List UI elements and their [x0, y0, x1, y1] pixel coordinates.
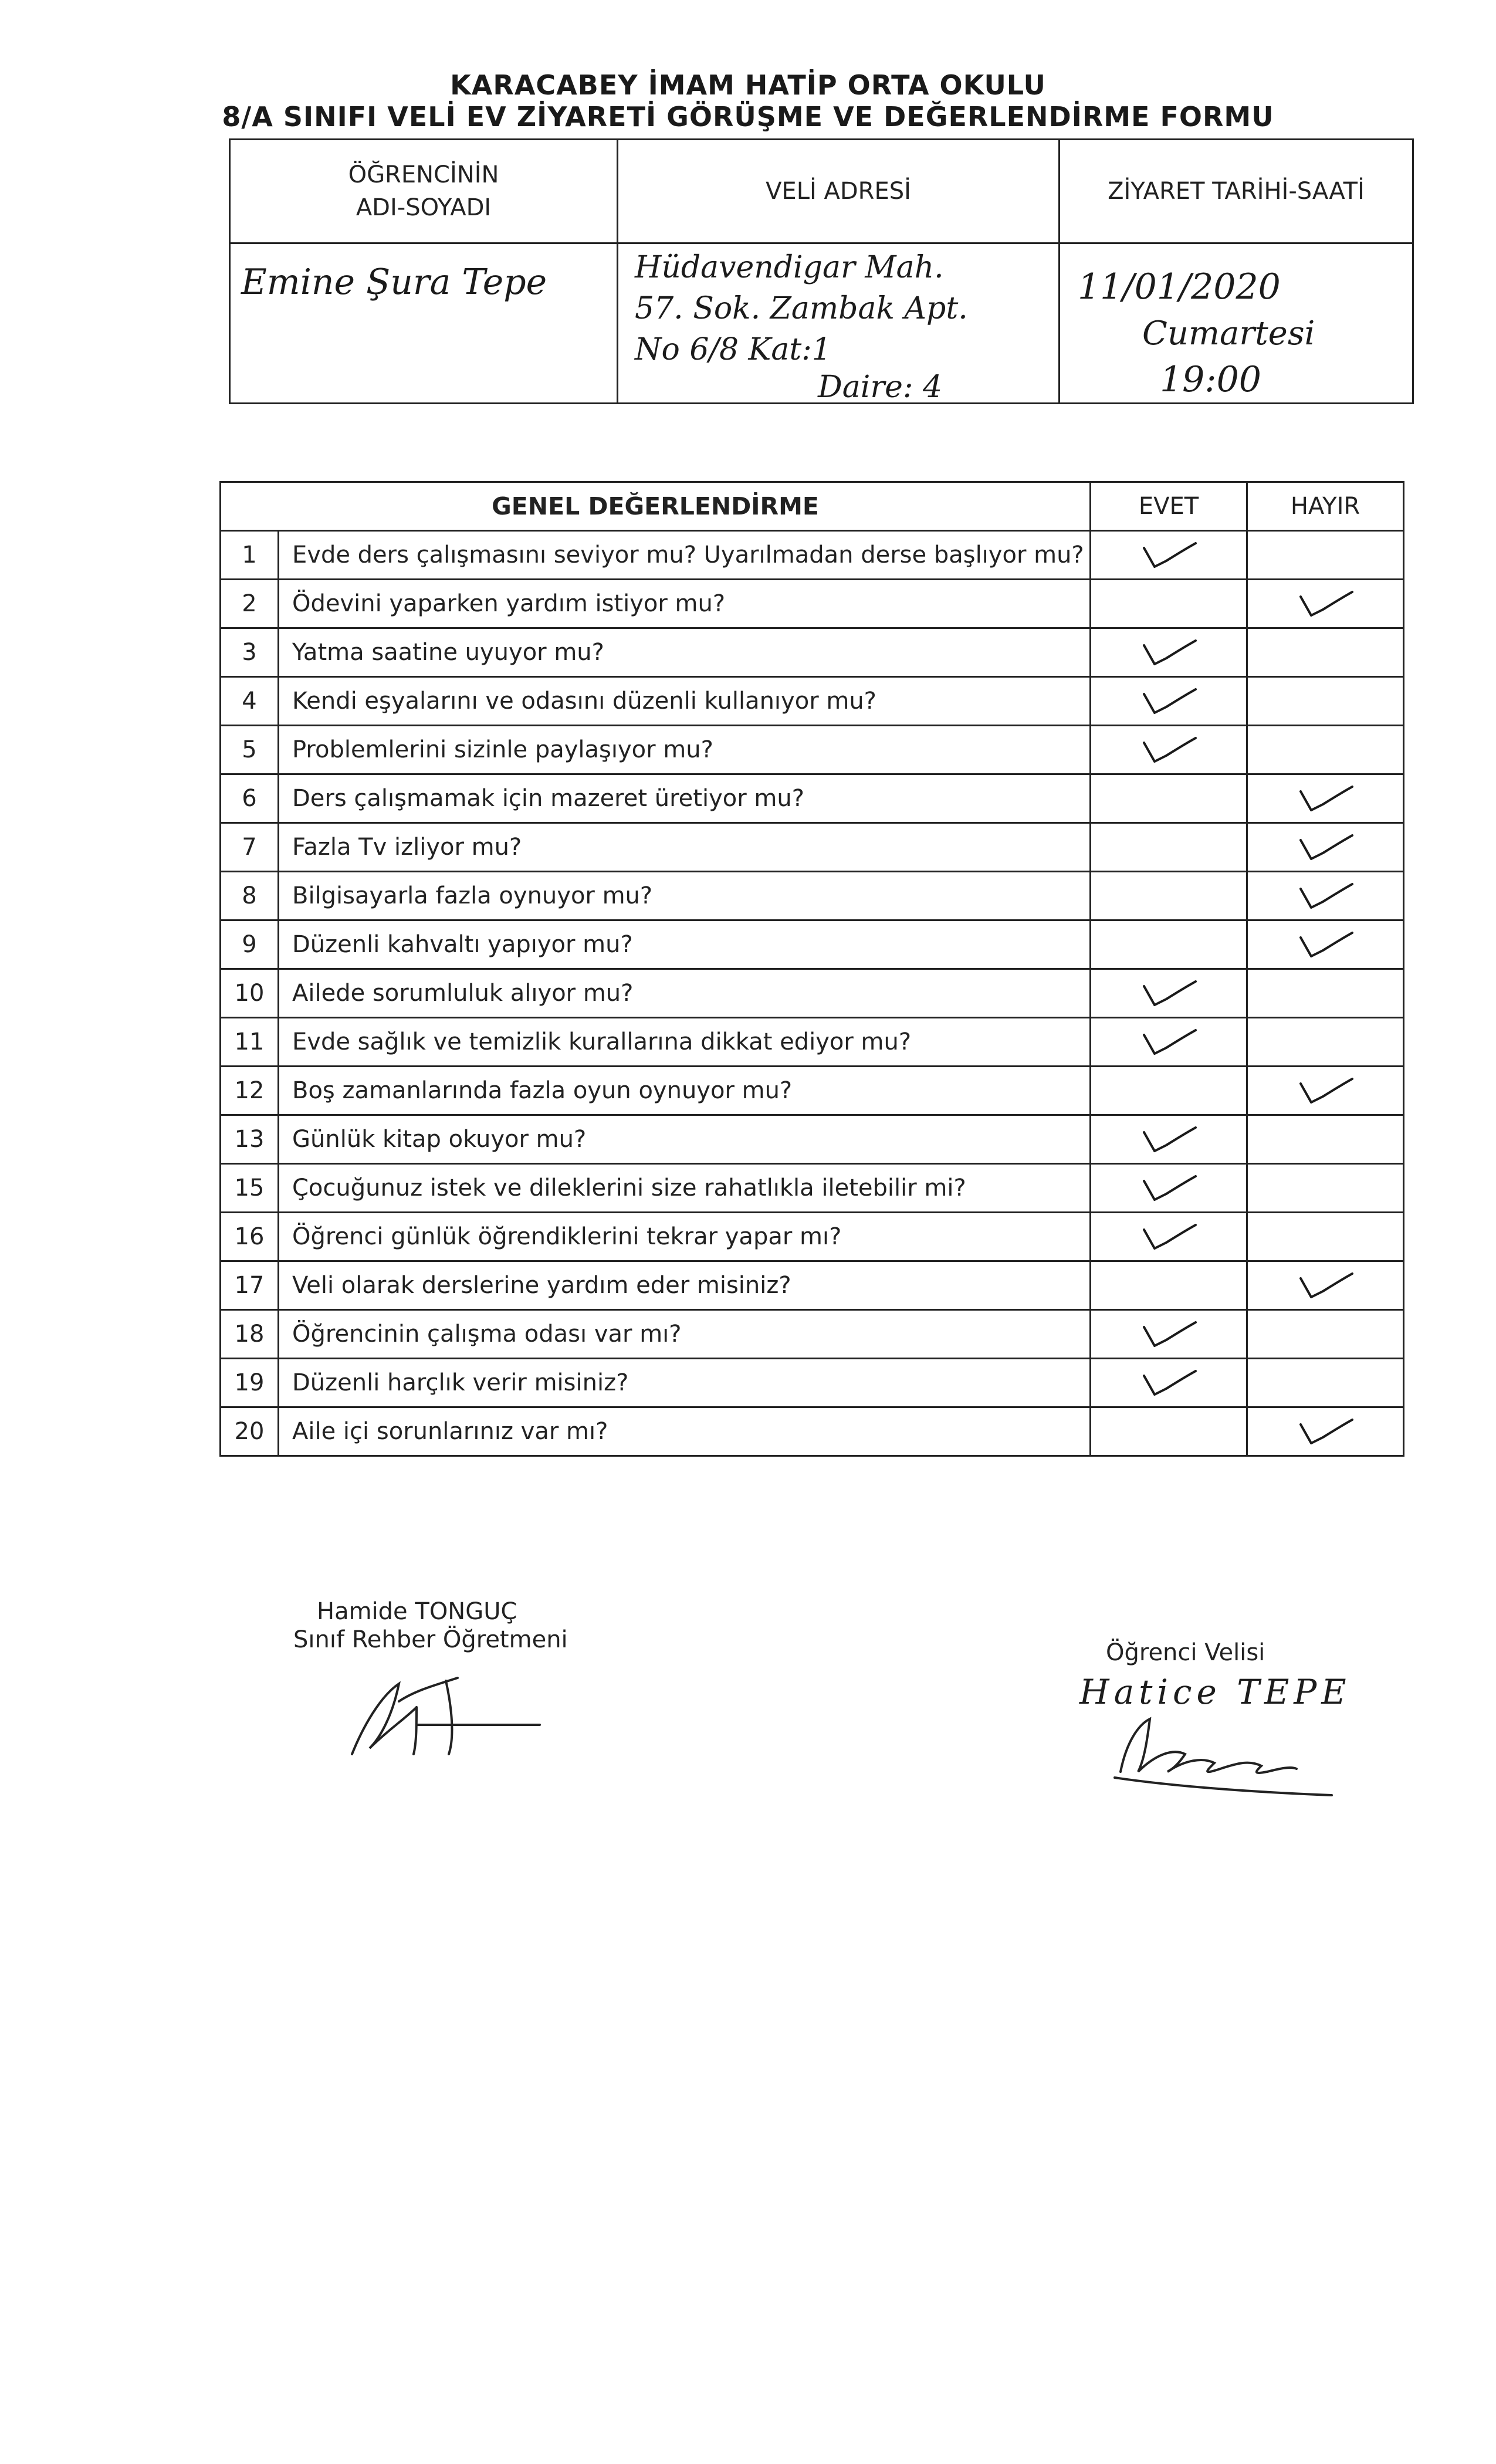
no-cell — [1247, 1359, 1404, 1407]
no-cell — [1247, 1310, 1404, 1359]
check-mark-icon — [1140, 682, 1198, 720]
visit-datetime-cell — [1060, 243, 1413, 404]
form-title: 8/A SINIFI VELİ EV ZİYARETİ GÖRÜŞME VE DEĞERLENDİRME FORMU — [222, 101, 1274, 133]
question-text: Veli olarak derslerine yardım eder misiniz? — [279, 1261, 1091, 1310]
check-mark-icon — [1297, 585, 1355, 622]
table-row — [221, 726, 1404, 774]
table-row — [221, 920, 1404, 969]
no-cell — [1247, 1407, 1404, 1456]
blank-area — [0, 2047, 1496, 2464]
visit-time: 19:00 — [1160, 359, 1261, 400]
question-text: Düzenli kahvaltı yapıyor mu? — [279, 920, 1091, 969]
question-number: 13 — [221, 1115, 279, 1164]
check-mark-icon — [1140, 1121, 1198, 1158]
table-row — [221, 1018, 1404, 1067]
check-mark-icon — [1140, 1364, 1198, 1402]
question-number: 10 — [221, 969, 279, 1018]
table-row — [221, 580, 1404, 628]
no-cell — [1247, 531, 1404, 580]
no-cell — [1247, 1213, 1404, 1261]
yes-cell — [1091, 1407, 1247, 1456]
address-cell — [618, 243, 1060, 404]
visit-day: Cumartesi — [1142, 314, 1315, 353]
check-mark-icon — [1297, 926, 1355, 963]
yes-cell — [1091, 1164, 1247, 1213]
question-text: Öğrencinin çalışma odası var mı? — [279, 1310, 1091, 1359]
yes-cell — [1091, 1261, 1247, 1310]
yes-cell — [1091, 726, 1247, 774]
question-number: 20 — [221, 1407, 279, 1456]
question-number: 2 — [221, 580, 279, 628]
question-text: Düzenli harçlık verir misiniz? — [279, 1359, 1091, 1407]
question-number: 17 — [221, 1261, 279, 1310]
yes-cell — [1091, 774, 1247, 823]
student-name-header — [230, 140, 618, 243]
no-cell — [1247, 969, 1404, 1018]
check-mark-icon — [1297, 780, 1355, 817]
evaluation-table — [219, 481, 1404, 1457]
question-number: 18 — [221, 1310, 279, 1359]
question-text: Çocuğunuz istek ve dileklerini size rahatlıkla iletebilir mi? — [279, 1164, 1091, 1213]
address-line: Hüdavendigar Mah. — [635, 250, 944, 285]
question-text: Problemlerini sizinle paylaşıyor mu? — [279, 726, 1091, 774]
no-cell — [1247, 872, 1404, 920]
no-cell — [1247, 726, 1404, 774]
no-column-header: HAYIR — [1247, 482, 1404, 531]
yes-column-header: EVET — [1091, 482, 1247, 531]
visit-date: 11/01/2020 — [1078, 266, 1281, 307]
question-number: 15 — [221, 1164, 279, 1213]
question-text: Fazla Tv izliyor mu? — [279, 823, 1091, 872]
no-cell — [1247, 920, 1404, 969]
question-text: Evde ders çalışmasını seviyor mu? Uyarılmadan derse başlıyor mu? — [279, 531, 1091, 580]
table-row — [221, 823, 1404, 872]
no-cell — [1247, 1067, 1404, 1115]
yes-cell — [1091, 1115, 1247, 1164]
question-number: 8 — [221, 872, 279, 920]
yes-cell — [1091, 628, 1247, 677]
parent-name: Hatice TEPE — [1079, 1672, 1351, 1712]
check-mark-icon — [1297, 828, 1355, 866]
check-mark-icon — [1140, 974, 1198, 1012]
yes-cell — [1091, 823, 1247, 872]
table-row — [221, 1164, 1404, 1213]
question-text: Aile içi sorunlarınız var mı? — [279, 1407, 1091, 1456]
table-row — [221, 1115, 1404, 1164]
parent-title: Öğrenci Velisi — [1106, 1639, 1265, 1666]
teacher-title: Sınıf Rehber Öğretmeni — [293, 1626, 568, 1653]
visit-datetime-header: ZİYARET TARİHİ-SAATİ — [1060, 140, 1413, 243]
check-mark-icon — [1297, 1072, 1355, 1109]
yes-cell — [1091, 1018, 1247, 1067]
question-number: 3 — [221, 628, 279, 677]
table-row — [221, 1067, 1404, 1115]
question-text: Bilgisayarla fazla oynuyor mu? — [279, 872, 1091, 920]
question-text: Ailede sorumluluk alıyor mu? — [279, 969, 1091, 1018]
question-number: 5 — [221, 726, 279, 774]
table-row — [221, 1213, 1404, 1261]
visit-info-table — [229, 138, 1414, 404]
check-mark-icon — [1140, 1218, 1198, 1255]
yes-cell — [1091, 1359, 1247, 1407]
question-text: Evde sağlık ve temizlik kurallarına dikkat ediyor mu? — [279, 1018, 1091, 1067]
no-cell — [1247, 677, 1404, 726]
yes-cell — [1091, 1067, 1247, 1115]
teacher-name: Hamide TONGUÇ — [317, 1598, 517, 1625]
address-line: No 6/8 Kat:1 — [635, 332, 831, 367]
student-name-cell — [230, 243, 618, 404]
check-mark-icon — [1140, 731, 1198, 769]
table-row — [221, 531, 1404, 580]
student-name: Emine Şura Tepe — [241, 262, 547, 303]
question-number: 11 — [221, 1018, 279, 1067]
no-cell — [1247, 774, 1404, 823]
no-cell — [1247, 1261, 1404, 1310]
question-number: 16 — [221, 1213, 279, 1261]
check-mark-icon — [1140, 634, 1198, 671]
question-number: 1 — [221, 531, 279, 580]
table-row — [221, 628, 1404, 677]
yes-cell — [1091, 1310, 1247, 1359]
table-row — [221, 872, 1404, 920]
check-mark-icon — [1140, 1315, 1198, 1353]
table-row — [221, 677, 1404, 726]
table-row — [221, 969, 1404, 1018]
check-mark-icon — [1140, 1169, 1198, 1207]
no-cell — [1247, 580, 1404, 628]
question-text: Günlük kitap okuyor mu? — [279, 1115, 1091, 1164]
check-mark-icon — [1140, 536, 1198, 574]
question-number: 6 — [221, 774, 279, 823]
parent-signature — [1103, 1707, 1338, 1807]
no-cell — [1247, 823, 1404, 872]
question-text: Boş zamanlarında fazla oyun oynuyor mu? — [279, 1067, 1091, 1115]
yes-cell — [1091, 1213, 1247, 1261]
check-mark-icon — [1297, 1413, 1355, 1450]
yes-cell — [1091, 580, 1247, 628]
question-number: 12 — [221, 1067, 279, 1115]
check-mark-icon — [1140, 1023, 1198, 1061]
check-mark-icon — [1297, 877, 1355, 915]
address-line: Daire: 4 — [818, 370, 943, 405]
question-number: 4 — [221, 677, 279, 726]
address-header: VELİ ADRESİ — [618, 140, 1060, 243]
table-row — [221, 1359, 1404, 1407]
no-cell — [1247, 1018, 1404, 1067]
check-mark-icon — [1297, 1267, 1355, 1304]
no-cell — [1247, 1164, 1404, 1213]
table-row — [221, 1261, 1404, 1310]
evaluation-rows — [221, 531, 1404, 1456]
yes-cell — [1091, 920, 1247, 969]
yes-cell — [1091, 531, 1247, 580]
question-text: Öğrenci günlük öğrendiklerini tekrar yapar mı? — [279, 1213, 1091, 1261]
yes-cell — [1091, 872, 1247, 920]
teacher-signature — [329, 1660, 551, 1766]
evaluation-title: GENEL DEĞERLENDİRME — [221, 482, 1091, 531]
student-name-header-label: ÖĞRENCİNİN ADI-SOYADI — [348, 161, 499, 221]
question-text: Yatma saatine uyuyor mu? — [279, 628, 1091, 677]
no-cell — [1247, 1115, 1404, 1164]
address-line: 57. Sok. Zambak Apt. — [635, 291, 968, 326]
yes-cell — [1091, 969, 1247, 1018]
table-row — [221, 1310, 1404, 1359]
table-row — [221, 1407, 1404, 1456]
yes-cell — [1091, 677, 1247, 726]
table-row — [221, 774, 1404, 823]
school-title: KARACABEY İMAM HATİP ORTA OKULU — [450, 69, 1046, 101]
question-number: 19 — [221, 1359, 279, 1407]
no-cell — [1247, 628, 1404, 677]
question-number: 7 — [221, 823, 279, 872]
question-number: 9 — [221, 920, 279, 969]
question-text: Kendi eşyalarını ve odasını düzenli kullanıyor mu? — [279, 677, 1091, 726]
question-text: Ödevini yaparken yardım istiyor mu? — [279, 580, 1091, 628]
question-text: Ders çalışmamak için mazeret üretiyor mu? — [279, 774, 1091, 823]
